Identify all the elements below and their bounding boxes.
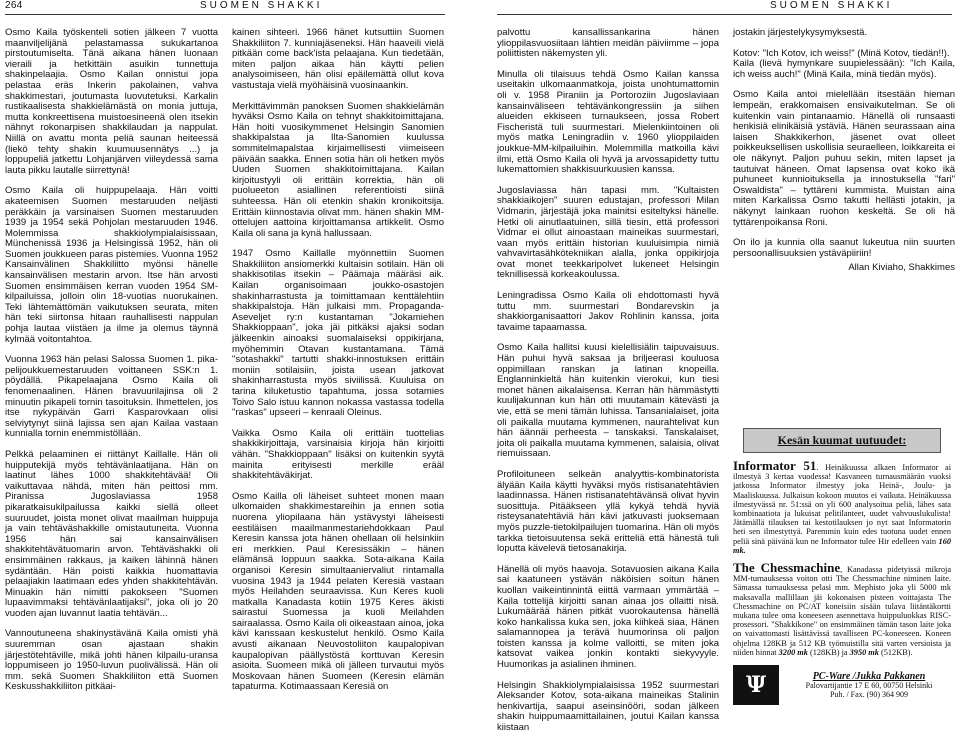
- ad-title-text: Kesän kuumat uutuudet:: [777, 433, 907, 447]
- ad-informator-price: 160 mk.: [733, 536, 951, 555]
- text-column-2: [232, 28, 444, 703]
- ad-chessmachine-block: [733, 560, 952, 657]
- paragraph: Osmo Kaila hallitsi kuusi kielellisiälin taipuvaisuus. Hän puhui hyvä saksaa ja briljeerasi kouluosa oppimillaan ranskan ja latinan knopeilla. Englanninkieltä hän kuitenkin vierokui, kun tiesi monet hänen aikalaisensa. Kerran hän hämmästytti kuulijakunnan kun hän otti muutamain kätevästi ja vie, että se meni tämän luhissa. Tansanialaiset, joita oli paikalla muutama kymmenen, naurahtelivat kun hän äännäi perheesta – tanskaksi. Tanskalaiset, joita oli paikalla muutama kymmenen, salaisia, olivat riemuissaan.: [497, 342, 719, 460]
- text-column-4: [733, 28, 955, 274]
- paragraph: Osmo Kaila työskenteli sotien jälkeen 7 vuotta maanviljelijänä pelastamassa sukukartanoa pirstoutumiselta. Tänä aikana hänen luonaan vieraili ja hetkittäin asuikin tunnettuja shakinpelaajia. Osmo Kailan onnistui jopa pelastaa eräs Inkerin pakolainen, vahva shakkimestari, joutumasta luovutetuksi. Karkalin rustikaalisesta shakkielämästä on monia juttuja, mutta konkreettisena muistoesineenä olen itsekin nähnyt rokonarpisen shakkilaudan ja nappulat. Niillä on avattu monta peliä saunan heiteessä (liekö tehty shakin kuumuusennätys ...) ja loppupeliä jatkettu Lohjanjärven viileydessä sama lauta pikku lautalle siirrettynä!: [5, 27, 218, 176]
- paragraph: jostakin järjestelykysymyksestä.: [733, 27, 868, 38]
- text-column-3: [497, 28, 719, 744]
- page-number: 264: [5, 0, 23, 11]
- paragraph: Osmo Kailla oli läheiset suhteet monen maan ulkomaiden shakkimestareihin ja ennen sotia nuorena yliopilaana hän ystävystyi läheisesti eestiläisen maailmanmestariehdokkaan Paul Keresin kanssa jota hänen ohellaan oli helsinkiin eri merkkien. Paul Keresissäkin – hänen elämänsä loppuun saakka. Sota-aikana Kaila organisoi Keresin simultaaniervaliut rintamalla vuosina 1943 ja 1944 pelaten Keresiä vastaan myös Heilahden seuraavissa. Kun Keres kuoli matkalla Kanadasta kotiin 1975 Keres äkisti sairastui Suomessa ja kuoli Meilahden sairaalassa. Osmo Kaila oli oikeastaan ainoa, joka kävi kanssaan keskustelut henkilö. Osmo Kaila avusti aikanaan Neuvostoliiton kaupalopivan kaupalopivan päällystöstä korttuvan Keresin asioita. Suomeen mikä oli jälleen turvautui myös Moskovaan hänen Suomeen (Keresin elämän tapaturma. Kotimaassaan Keresiä on: [232, 490, 444, 693]
- paragraph: On ilo ja kunnia olla saanut lukeutua niin suurten persoonallisuuksien ystäväpiiriin!: [733, 237, 955, 259]
- paragraph: palvottu kansallissankarina hänen ylioppilasvuosiitaan lähtien meidän päiviimme – jopa poliittisten näkemysten yli.: [497, 27, 719, 60]
- paragraph: Minulla oli tilaisuus tehdä Osmo Kailan kanssa useitakin ulkomaanmatkoja, joista unohtumattomin oli v. 1958 Piraniin ja Portoroziin Jugoslaviaan kansainväliseen tehtävänkongressiin ja siihen alueiden ekkiseen turnaukseen, jossa Robert Fischeristä tuli suurmestari. Mielenkiintoinen oli myös matka Leningradiin v. 1960 ylioppilaiden joukkue-MM-kilpailuihin. Molemmilla matkoilla kävi ilmi, että Osmo Kaila oli hyvä ja arvossapidetty tuttu lukemattomien shakkisuurkuusien kanssa.: [497, 68, 719, 176]
- header-rule-left: [5, 14, 445, 15]
- ad-chessmachine-text: , Kanadassa pidetyissä mikroja MM-turnauksessa voiton otti The Chessmachine niminen laite. Sämassa turnauksessa pelasi mm. Mephisto joka yli 5000 mk maksavalla mallillaan jäi kokonaisen pisteen voittajasta The Chessmachine on PC/AT koneisiin sisään tulava liitäntäkortti mukana tulee oma koneeseen asennettava huippuluokkas RISC-prosessori. "Shakkikone" on ensimmäinen tämän tason laite joka on vaivattomasti lisättävissä tavalliseen PC-koneeseen. Koneen ohjelma 128KB ja 512 KB työmuistilla sitä varten versioista ja niiden hinnat: [733, 565, 952, 657]
- running-title-right: SUOMEN SHAKKI: [770, 0, 893, 11]
- paragraph: Merkittävimmän panoksen Suomen shakkielämän hyväksi Osmo Kaila on tehnyt shakkitoimittajana. Hän hoiti vuosikymmenet Helsingin Sanomien shakkipalstaa ja Ilta-Sanomien kuulussa sommitelmapalstaa kirjaimellisesti viimeiseen päivään saakka. Ennen sotia hän oli hetken myös Uuden Suomen shakkitoimittajana. Kailan kirjoitustyyli oli erittäin korrektia, hän oli puolueeton asiallinen referentioisti siinä suhteessa. Hän oli etenkin shakin kronikoitsija. Erittäin kiinnostavia olivat mm. hänen shakin MM-ottelujen aattoina kirjoittamansa artikkelit. Osmo Kaila oli sana ja kynä hallussaan.: [232, 100, 444, 239]
- paragraph: kainen sihteeri. 1966 hänet kutsuttiin Suomen Shakkiliiton 7. kunniajäseneksi. Hän haaveili vielä pitkään come back'ista pelaajana. Kun tiedetään, miten paljon aikaa hän käytti pelien analysoimiseen, hän olisi epäilemättä ollut kova vastustaja vielä myöhäisinä vuosinaankin.: [232, 27, 444, 91]
- ad-price-128kb-note: (128KB) ja: [810, 647, 848, 657]
- paragraph: Osmo Kaila oli huippupelaaja. Hän voitti akateemisen Suomen mestaruuden neljästi peräkkäin ja varsinaisen Suomen mestaruuden 1939 ja 1954 sekä Pohjolan mestaruuden 1946. Molemmissa shakkiolympialaisissaan, Münchenissä 1936 ja Helsingissä 1952, hän oli Suomen joukkueen paras pistemies. Vuonna 1952 Kansainvälinen Shakkiliitto myönsi hänelle kansainvälisen mestarin arvon. Itse hän arvosti Suomen ensimmäisen kerran vuoden 1954 SM-kilpailuissa, jolloin olin 18-vuotias nuorukainen. Teki lähtemättömän vaikutuksen seurata, miten hän teki siirtonsa hitaan rauhallisesti nappulan pohja lautaa viistäen ja ilme ja olemus täynnä kylmää voitontahtoa.: [5, 185, 218, 345]
- ad-price-128kb: 3200 mk: [778, 647, 808, 657]
- paragraph: Helsingin Shakkiolympialaisissa 1952 suurmestari Aleksander Kotov, sota-aikana maineikas Stalinin henkivartija, saapui aseinsinööri, sodan jälkeen shakin huippumaamittailainen, joutui Kailan kanssa kiistaan: [497, 679, 719, 734]
- ad-price-512kb-note: (512KB).: [881, 647, 913, 657]
- ad-company: PC-Ware /Jukka Pakkanen: [812, 670, 926, 682]
- ad-price-512kb: 3950 mk: [849, 647, 879, 657]
- ad-footer: [733, 665, 951, 705]
- ad-street: Palovartijantie 17 E 60, 00750 Helsinki: [805, 680, 933, 690]
- paragraph: 1947 Osmo Kaillalle myönnettiin Suomen Shakkiliiton ansiomerkki kultaisin sotilain. Hän oli shakkisotilas itsekin – Päämaja määräsi aik. Kailan organisoimaan joukko-osastojen shakinharrastusta ja toimittamaan kenttälehtiin shakkipalstoja. Hän julkaisi mm. Propaganda-Aseveljet ry:n kustantaman "Jokamiehen Shakkioppaan", joka jäi pitkäksi ajaksi sodan jälkeenkin ainoaksi suomalaiseksi oppikirjana, myöhemmin Otavan kustantamana. Tämä "sotashakki" tartutti shakki-innostuksen erittäin moniin sotilaisiin, joista usean jatkovat shakinharrastusta myös siviilissä. Kuuluisa on tarina kiluketustio tapahtuma, jossa sotamies Toivo Salo istuu kannon nokassa vastassa todella "raskas" upseeri – kenraali Oleinus.: [232, 248, 444, 419]
- paragraph: Profiloituneen selkeän analyyttis-kombinatorista älyään Kaila käytti hyväksi myös ristisanatehtävien laadinnassa. Hänen ristisanatehtävänsä olivat hyvin suosittuja. Pitääkseen yllä kykyä tehdä hyviä risteysanatehtäviä hän kävi jatkuvasti juoksemaan myös puzzle-tietokilpailujen tuomarina. Hän oli myös tarkka tietoisuutensa sekä eritteliä että hänestä tuli loputta kävelevä tietosanakirja.: [497, 468, 719, 555]
- paragraph: Osmo Kaila antoi mielellään itsestään hieman lempeän, erakkomaisen ensivaikutelman. Se oli kuitenkin vain pintanaamio. Hänellä oli runsaasti henkisiä elinikäisiä ystäviä. Hänen seurassaan aina laisen Shakkikerhon, jäsenet ovat olleet poikkeuksellisen uskollisia seuraelleen, loikkareita ei ole näkynyt. Paljon puhuu sekin, miten lapset ja tautuivat häneen. Omat lapsensa ovat koko ikä puhuneet kunnioituksella ja innostuksella "fari" Oswaldista" – tyttäreni kummista. Muistan aina miten Karkalissa Osmo takutti hellästi jotakin, ja näkynyt lainkaan ruohon keskeltä. Se oli hä tyttärenpoikansa Roni.: [733, 89, 955, 228]
- paragraph: Hänellä oli myös haavoja. Sotavuosien aikana Kaila sai kaatuneen ystävän näköisien soitun hänen kuollan vaikeintinnintä eiittä varmaan ymmärtää – Kaila tottelijä kirjoitti sanan ainaa jos ollaitti nisä. Lukumäärää hänen pitkät vuorokautensa hänellä koko hankalissa kuka sen, joka kiihkeä siaa, Hänen salamannopea ja terävä huumorinsa oli paljon toisten kanssa ja kolme valloitti, se miten joka katsovat vaikea jonkin kontakti siekyvyyle. Huumorikas ja asialinen ihminen.: [497, 563, 719, 671]
- ad-informator-brand: Informator 51: [733, 458, 817, 473]
- running-title-left: SUOMEN SHAKKI: [200, 0, 323, 11]
- ad-address: [787, 672, 951, 699]
- author-signature: Allan Kiviaho, Shakkimes: [848, 262, 955, 274]
- ad-informator-text: . Heinäkuussa alkaen Informator ai ilmestyä 3 kertaa vuodessa! Kasvaneen turnausmäärän vuoksi jatkossa Informator ilmestyy joka Heinä-, Joulu- ja Maaliskuussa. Julkaisun kokoon muutos ei vaikuta. Heinäkuussa ilmestyvässä nr. 51:ssä on yli 600 analysoitua peliä, lähes sata kombinaatiota ja lukuisat pelitilanteet, uudet vahvuuslukulista! Jätämällä tilauksen tai kestotilauksen jo nyt saat Informatorin heti sen ilmestyttyä. Paremmin kuin edes tuotuna uudet ennen peliä sinä päivänä kun ne Informator tulee Hir edelleen vain: [733, 463, 951, 546]
- ad-phone: Puh. / Fax. (90) 364 909: [830, 689, 908, 699]
- paragraph: Leningradissa Osmo Kaila oli ehdottomasti hyvä tuttu mm. suurmestari Bondarevskin ja shakkiorganisaattori Jakov Rohlinin kanssa, joita tavaime tapaamassa.: [497, 290, 719, 333]
- pc-ware-logo-icon: Ψ: [733, 665, 779, 705]
- paragraph: Jugoslaviassa hän tapasi mm. "Kultaisten shakkiaikojen" suuren edustajan, professori Milan Vidmarin, järjestäjä joka mainitsi esiteltyksi hänelle. Hetki oli ainutlaatuinen, sillä tiesin, että professori Vidmar ei ollut ainoastaan maineikas suurmestari, vaan myös erittäin historian kuuluisimpia nimiä vahvavirtasähkötekniikan alalla, jonka oppikirjoja ovat monet teekkaripolvet lukeneet Helsingin teknillisessä korkeakoulussa.: [497, 184, 719, 281]
- paragraph: Vuonna 1963 hän pelasi Salossa Suomen 1. pika-pelijoukkuemestaruuden voittaneen SSK:n 1. pöydällä. Pikapelaajana Osmo Kaila oli fenomenaalinen. Hänen bravuurilajinsa oli 2 minuutin pikapeli tornin tasoituksin. Ihmettelen, jos itse nykypäivän Garri Kasparovkaan olisi selviytynyt siinä lajissa sen ajan Kailaa vastaan kunnialla tornin enemmistöllään.: [5, 354, 218, 440]
- ad-chessmachine-brand: The Chessmachine: [733, 560, 841, 576]
- advertisement: [733, 428, 951, 705]
- text-column-1: [5, 28, 218, 703]
- ad-informator-block: [733, 458, 951, 555]
- paragraph: Vannoutuneena shakinystävänä Kaila omisti yhä suuremman osan ajastaan shakin järjestötehtäville, mikä johti hänen kilpailu-uransa loppumiseen jo 1950-luvun puolivälissä. Hän oli mm. sekä Suomen Shakkiliiton että Suomen Keskusshakkiliiton pitkäai-: [5, 628, 218, 693]
- paragraph: Pelkkä pelaaminen ei riittänyt Kaillalle. Hän oli huipputekijä myös tehtävänlaatijana. Hän on laatinut lähes 1000 shakkitehtävää! Oli vaikuttavaa nähdä, miten hän peittosi mm. Piranissa Jugoslaviassa 1958 pikaratkaisukilpailussa kaikki siellä olleet suuruudet, joista monet olivat maailman huippuja ja vain tehtäväshakkille omistautuneita. Vuonna 1956 hän sai kansainvälisen shakkitehtävätuomarin arvon. Tehtäväshakki oli ensimmäinen rakkaus, ja kaiken lähinnä hänen sydäntään. Hän poisti kaikkia huomattavia pelaajiakin laatimaan edes yhden shakkitehtävän. Minuakin hän nimitti pakokseen "Suomen lupaavimmaksi tehtävänlaatijaksi", joka oli jo 20 vuoden ajan luvannut laatia tehtävän...: [5, 448, 218, 619]
- paragraph: Kotov: "Ich Kotov, ich weiss!" (Minä Kotov, tiedän!!). Kaila (lievä hymynkare suupielessään): "Ich Kaila, ich weiss auch!" (Minä Kaila, minä tiedän myös).: [733, 47, 955, 80]
- ad-title: [743, 428, 941, 453]
- paragraph: Vaikka Osmo Kaila oli erittäin tuottelias shakkikirjoittaja, varsinaisia kirjoja hän kirjoitti vähän. "Shakkioppaan" lisäksi on kuitenkin syytä mainita erityisesti merkille erääl shakkitehtäväkirjat.: [232, 427, 444, 482]
- header-rule-right: [497, 14, 952, 15]
